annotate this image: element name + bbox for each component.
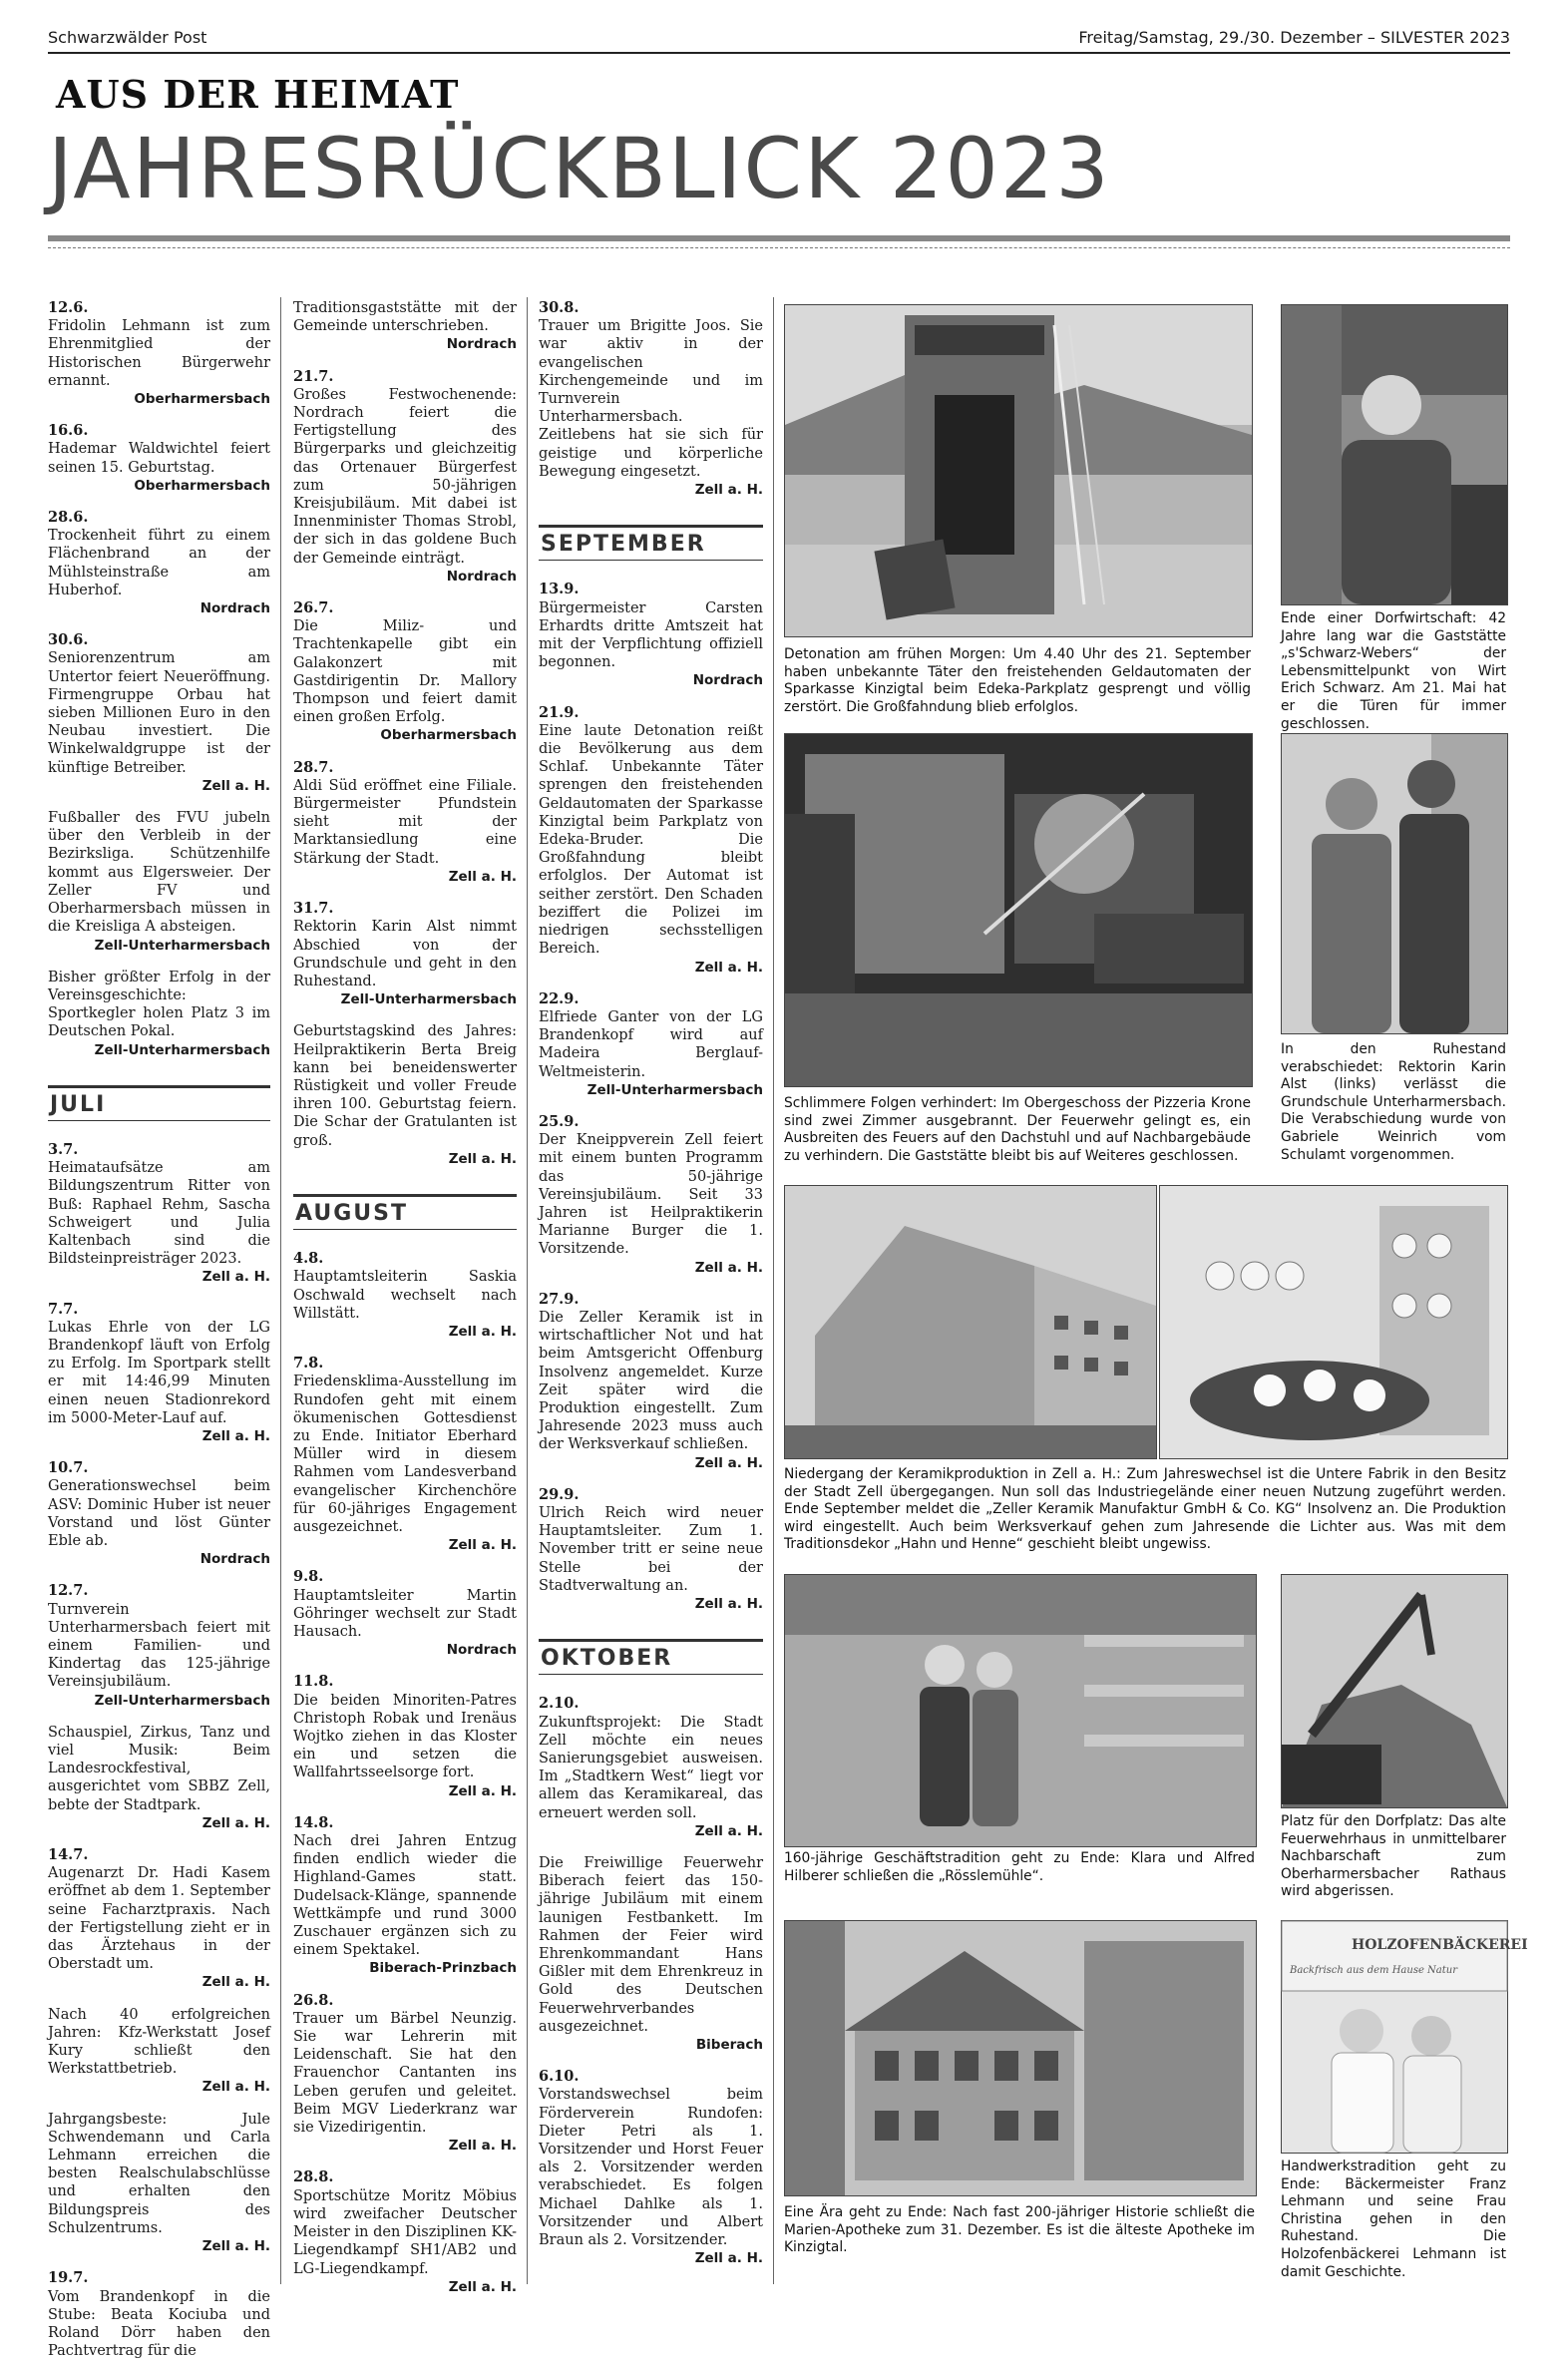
news-entry <box>539 704 763 977</box>
entry-text: Traditionsgaststätte mit der Gemeinde unterschrieben. <box>293 300 517 335</box>
news-entry <box>539 299 763 499</box>
news-entry <box>48 509 270 617</box>
entry-text: Bürgermeister Carsten Erhardts dritte Amtszeit hat mit der Verpflichtung offiziell begonnen. <box>539 599 763 671</box>
entry-location: Zell a. H. <box>694 1822 763 1839</box>
entry-date: 7.8. <box>293 1355 324 1373</box>
news-entry <box>539 581 763 689</box>
month-heading-july: JULI <box>48 1085 270 1121</box>
news-entry <box>48 1141 270 1287</box>
news-entry <box>293 1992 517 2156</box>
entry-date: 26.8. <box>293 1991 334 2009</box>
entry-date: 28.6. <box>48 509 89 527</box>
issue-date: Freitag/Samstag, 29./30. Dezember – SILVESTER 2023 <box>1078 28 1510 47</box>
title-rule-dashed <box>48 247 1510 248</box>
bakery-sign-text: HOLZOFENBÄCKEREI <box>1352 1937 1528 1953</box>
entry-location: Zell a. H. <box>201 2238 270 2255</box>
entry-text: Hauptamtsleiter Martin Göhringer wechselt zur Stadt Hausach. <box>293 1587 517 1640</box>
photo-roesslemuehle <box>784 1574 1257 1847</box>
entry-text: Augenarzt Dr. Hadi Kasem eröffnet ab dem 1. September seine Facharztpraxis. Nach der Fertigstellung zieht er in das Ärztehaus in der Oberstadt um. <box>48 1865 270 1973</box>
entry-text: Zukunftsprojekt: Die Stadt Zell möchte ein neues Sanierungsgebiet ausweisen. Im „Stadtkern West“ liegt vor allem das Keramikareal, das erneuert werden soll. <box>539 1714 763 1821</box>
entry-location: Zell-Unterharmersbach <box>340 991 517 1008</box>
entry-text: Der Kneippverein Zell feiert mit einem bunten Programm das 50-jährige Vereinsjubiläum. Seit 33 Jahren ist Heilpraktikerin Marianne Burger die 1. Vorsitzende. <box>539 1132 763 1258</box>
entry-text: Geburtstagskind des Jahres: Heilpraktikerin Berta Breig kann bei beneidenswerter Rüstigkeit und voller Freude ihren 100. Geburtstag feiern. Die Schar der Gratulanten ist groß. <box>293 1023 517 1149</box>
entry-date: 16.6. <box>48 422 89 440</box>
entry-date: 26.7. <box>293 599 334 617</box>
news-entry <box>539 1291 763 1472</box>
text-column-1 <box>48 299 270 2360</box>
news-entry <box>293 900 517 1008</box>
entries-august-cont <box>539 299 763 499</box>
entry-location: Zell-Unterharmersbach <box>94 1041 270 1058</box>
entry-location: Zell-Unterharmersbach <box>94 937 270 954</box>
news-entry <box>48 422 270 495</box>
entry-location: Zell a. H. <box>694 2250 763 2267</box>
month-heading-august: AUGUST <box>293 1194 517 1230</box>
photo-caption: Handwerkstradition geht zu Ende: Bäckermeister Franz Lehmann und seine Frau Christina gehen in den Ruhestand. Die Holzofenbäckerei Lehmann ist damit Geschichte. <box>1281 2159 1506 2280</box>
entry-date: 3.7. <box>48 1140 79 1158</box>
news-entry <box>293 1250 517 1341</box>
entry-date: 30.6. <box>48 631 89 649</box>
entry-location: Oberharmersbach <box>134 391 270 408</box>
news-entry <box>293 2168 517 2295</box>
news-entry <box>293 1022 517 1168</box>
news-entry <box>539 1113 763 1277</box>
photo-caption: Niedergang der Keramikproduktion in Zell a. H.: Zum Jahreswechsel ist die Untere Fabrik in den Besitz der Stadt Zell übergegangen. Nun soll das Industriegelände einer neuen Nutzung zugeführt werden. Ende September meldet die „Zeller Keramik Manufaktur GmbH & Co. KG“ Insolvenz an. Die Produktion wird eingestellt. Auch beim Werksverkauf gehen zum Jahresende die Lichter aus. Was mit dem Traditionsdekor „Hahn und Henne“ geschieht bleibt ungewiss. <box>784 1466 1506 1553</box>
entry-date: 21.7. <box>293 367 334 385</box>
entry-location: Zell a. H. <box>448 868 517 885</box>
column-divider <box>280 297 281 2284</box>
news-entry <box>293 599 517 745</box>
entry-date: 28.7. <box>293 758 334 776</box>
news-entry <box>48 809 270 955</box>
text-column-3 <box>539 299 763 2284</box>
entry-location: Zell a. H. <box>448 2278 517 2295</box>
entry-location: Zell a. H. <box>201 1974 270 1991</box>
entry-text: Trauer um Brigitte Joos. Sie war aktiv in der evangelischen Kirchengemeinde und im Turnverein Unterharmersbach. Zeitlebens hat sie sich für geistige und körperliche Bewegung eingesetzt. <box>539 318 763 480</box>
photo-bakery <box>1281 1920 1528 2154</box>
entry-location: Oberharmersbach <box>380 727 517 744</box>
section-kicker: AUS DER HEIMAT <box>56 72 460 117</box>
entry-location: Biberach <box>695 2037 763 2054</box>
entry-location: Zell a. H. <box>694 959 763 976</box>
photo-pizzeria-fire <box>784 733 1253 1087</box>
masthead-bar <box>48 28 1510 54</box>
entry-location: Zell a. H. <box>694 1259 763 1276</box>
entry-date: 22.9. <box>539 989 580 1007</box>
news-entry <box>293 1568 517 1659</box>
entry-text: Hademar Waldwichtel feiert seinen 15. Geburtstag. <box>48 441 270 476</box>
entry-date: 9.8. <box>293 1568 324 1586</box>
entry-location: Zell a. H. <box>448 1782 517 1799</box>
news-entry <box>48 969 270 1059</box>
column-divider <box>527 297 528 2284</box>
entry-text: Fußballer des FVU jubeln über den Verbleib in der Bezirksliga. Schützenhilfe kommt aus Elgersweier. Der Zeller FV und Oberharmersbach müssen in die Kreisliga A absteigen. <box>48 810 270 936</box>
entry-date: 11.8. <box>293 1673 334 1691</box>
entry-text: Generationswechsel beim ASV: Dominic Huber ist neuer Vorstand und löst Günter Eble ab. <box>48 1478 270 1549</box>
entry-date: 13.9. <box>539 581 580 598</box>
text-column-2 <box>293 299 517 2295</box>
news-entry <box>48 1846 270 1992</box>
entry-date: 21.9. <box>539 703 580 721</box>
entry-location: Zell a. H. <box>201 1269 270 1286</box>
photo-demolition <box>1281 1574 1508 1808</box>
entry-date: 6.10. <box>539 2068 580 2086</box>
entry-date: 30.8. <box>539 299 580 316</box>
entry-text: Trauer um Bärbel Neunzig. Sie war Lehrerin mit Leidenschaft. Sie hat den Frauenchor Cantanten ins Leben gerufen und geleitet. Beim MGV Liederkranz war sie Vizedirigentin. <box>293 2010 517 2137</box>
news-entry <box>48 2006 270 2097</box>
entry-text: Die Zeller Keramik ist in wirtschaftlicher Not und hat beim Amtsgericht Offenburg Insolvenz angemeldet. Kurze Zeit später wird die Produktion eingestellt. Zum Jahresende 2023 muss auch der Werksverkauf schließen. <box>539 1309 763 1453</box>
entry-date: 14.7. <box>48 1846 89 1864</box>
entry-location: Nordrach <box>199 1551 270 1568</box>
news-entry <box>539 1695 763 1840</box>
entry-date: 2.10. <box>539 1695 580 1713</box>
entry-location: Zell a. H. <box>448 2138 517 2155</box>
entries-october <box>539 1695 763 2267</box>
entry-location: Zell a. H. <box>201 1427 270 1444</box>
bakery-sign-subtext: Backfrisch aus dem Hause Natur <box>1290 1965 1457 1976</box>
entries-july-cont <box>293 299 517 1168</box>
entry-text: Eine laute Detonation reißt die Bevölkerung aus dem Schlaf. Unbekannte Täter sprengen den freistehenden Geldautomaten der Sparkasse Kinzigtal beim Parkplatz von Edeka-Bruder. Die Großfahndung bleibt erfolglos. Der Automat ist seither zerstört. Den Schaden beziffert die Polizei im niedrigen sechsstelligen Bereich. <box>539 722 763 958</box>
entry-text: Die beiden Minoriten-Patres Christoph Robak und Irenäus Wojtko ziehen in das Kloster ein und setzen die Wallfahrtsseelsorge fort. <box>293 1692 517 1781</box>
entry-text: Die Freiwillige Feuerwehr Biberach feiert das 150-jährige Jubiläum mit einem launigen Festbankett. Im Rahmen der Feier wird Ehrenkommandant Hans Gißler mit dem Ehrenkreuz in Gold des Deutschen Feuerwehrverbandes ausgezeichnet. <box>539 1855 763 2035</box>
entry-date: 28.8. <box>293 2168 334 2186</box>
entry-location: Zell-Unterharmersbach <box>587 1081 763 1098</box>
entry-location: Zell a. H. <box>694 1454 763 1471</box>
entry-date: 19.7. <box>48 2269 89 2287</box>
entry-text: Aldi Süd eröffnet eine Filiale. Bürgermeister Pfundstein sieht mit der Marktansiedlung eine Stärkung der Stadt. <box>293 777 517 867</box>
news-entry <box>48 1459 270 1568</box>
entry-date: 14.8. <box>293 1813 334 1831</box>
entries-june <box>48 299 270 1059</box>
newspaper-name: Schwarzwälder Post <box>48 28 207 47</box>
news-entry <box>293 368 517 586</box>
news-entry <box>539 1486 763 1613</box>
entry-text: Großes Festwochenende: Nordrach feiert die Fertigstellung des Bürgerparks und gleichzeitig das Ortenauer Bürgerfest zum 50-jährigen Kreisjubiläum. Mit dabei ist Innenminister Thomas Strobl, der sich in das goldene Buch der Gemeinde einträgt. <box>293 386 517 567</box>
news-entry <box>539 990 763 1099</box>
news-entry <box>293 1673 517 1799</box>
entry-location: Zell a. H. <box>201 777 270 794</box>
photo-caption: Platz für den Dorfplatz: Das alte Feuerwehrhaus in unmittelbarer Nachbarschaft zum Oberharmersbacher Rathaus wird abgerissen. <box>1281 1813 1506 1900</box>
title-rule <box>48 235 1510 241</box>
entries-july <box>48 1141 270 2360</box>
entry-text: Elfriede Ganter von der LG Brandenkopf wird auf Madeira Berglauf-Weltmeisterin. <box>539 1008 763 1080</box>
entry-date: 7.7. <box>48 1300 79 1318</box>
entry-text: Vom Brandenkopf in die Stube: Beata Kociuba und Roland Dörr haben den Pachtvertrag für die <box>48 2288 270 2360</box>
entry-date: 29.9. <box>539 1485 580 1503</box>
entry-location: Biberach-Prinzbach <box>369 1960 517 1977</box>
news-entry <box>539 2068 763 2267</box>
photo-caption: Eine Ära geht zu Ende: Nach fast 200-jähriger Historie schließt die Marien-Apotheke zum 31. Dezember. Es ist die älteste Apotheke im Kinzigtal. <box>784 2204 1255 2256</box>
news-entry <box>48 631 270 795</box>
news-entry <box>48 1301 270 1446</box>
photo-ceramics-factory <box>784 1185 1157 1459</box>
entry-text: Fridolin Lehmann ist zum Ehrenmitglied der Historischen Bürgerwehr ernannt. <box>48 318 270 389</box>
entry-text: Lukas Ehrle von der LG Brandenkopf läuft von Erfolg zu Erfolg. Im Sportpark stellt er mit 14:46,99 Minuten einen neuen Stadionrekord im 5000-Meter-Lauf auf. <box>48 1319 270 1426</box>
photo-atm-explosion <box>784 304 1253 637</box>
entry-text: Heimataufsätze am Bildungszentrum Ritter von Buß: Raphael Rehm, Sascha Schweigert und Julia Kaltenbach sind die Bildsteinpreisträger 2023. <box>48 1160 270 1268</box>
page-title: JAHRESRÜCKBLICK 2023 <box>48 120 1111 217</box>
photo-caption: Schlimmere Folgen verhindert: Im Obergeschoss der Pizzeria Krone sind zwei Zimmer ausgebrannt. Der Feuerwehr gelingt es, ein Ausbreiten des Feuers auf den Dachstuhl und auf Nachbargebäude zu verhindern. Die Gaststätte bleibt bis auf Weiteres geschlossen. <box>784 1095 1251 1164</box>
entry-date: 10.7. <box>48 1459 89 1477</box>
entry-date: 12.7. <box>48 1582 89 1600</box>
entry-location: Zell a. H. <box>201 1814 270 1831</box>
month-heading-october: OKTOBER <box>539 1639 763 1675</box>
photo-innkeeper <box>1281 304 1508 605</box>
entry-text: Bisher größter Erfolg in der Vereinsgeschichte: Sportkegler holen Platz 3 im Deutschen Pokal. <box>48 969 270 1040</box>
news-entry <box>48 2269 270 2360</box>
entry-location: Nordrach <box>199 600 270 617</box>
news-entry <box>48 1582 270 1709</box>
photo-marien-apotheke <box>784 1920 1257 2196</box>
entry-text: Nach drei Jahren Entzug finden endlich wieder die Highland-Games statt. Dudelsack-Klänge, spannende Wettkämpfe und rund 3000 Zuschauer ergänzen sich zu einem Spektakel. <box>293 1833 517 1959</box>
entry-text: Turnverein Unterharmersbach feiert mit einem Familien- und Kindertag das 125-jährige Vereinsjubiläum. <box>48 1601 270 1691</box>
entry-text: Hauptamtsleiterin Saskia Oschwald wechselt nach Willstätt. <box>293 1269 517 1322</box>
entry-text: Friedensklima-Ausstellung im Rundofen geht mit einem ökumenischen Gottesdienst zu Ende. Initiator Eberhard Müller wird in diesem Rahmen vom Landesverband evangelischer Kirchenchöre für 60-jähriges Engagement ausgezeichnet. <box>293 1374 517 1535</box>
entry-location: Nordrach <box>446 568 517 585</box>
news-entry <box>293 1355 517 1554</box>
news-entry <box>48 2111 270 2256</box>
entry-location: Zell a. H. <box>448 1323 517 1340</box>
news-entry <box>293 1814 517 1978</box>
entry-text: Sportschütze Moritz Möbius wird zweifacher Deutscher Meister in den Disziplinen KK-Liegendkampf SH1/AB2 und LG-Liegendkampf. <box>293 2187 517 2277</box>
entry-date: 12.6. <box>48 299 89 316</box>
entry-text: Schauspiel, Zirkus, Tanz und viel Musik: Beim Landesrockfestival, ausgerichtet vom SBBZ Zell, bebte der Stadtpark. <box>48 1724 270 1813</box>
news-entry <box>293 759 517 886</box>
entry-date: 31.7. <box>293 900 334 918</box>
entry-location: Zell a. H. <box>448 1150 517 1167</box>
entry-text: Ulrich Reich wird neuer Hauptamtsleiter. Zum 1. November tritt er seine neue Stelle bei der Stadtverwaltung an. <box>539 1504 763 1594</box>
entry-date: 25.9. <box>539 1112 580 1130</box>
entry-text: Seniorenzentrum am Untertor feiert Neueröffnung. Firmengruppe Orbau hat sieben Millionen Euro in den Neubau investiert. Die Winkelwaldgruppe ist der künftige Betreiber. <box>48 650 270 776</box>
entries-august <box>293 1250 517 2296</box>
entry-date: 27.9. <box>539 1290 580 1308</box>
entry-location: Zell a. H. <box>448 1537 517 1554</box>
entry-date: 4.8. <box>293 1250 324 1268</box>
photo-retirement <box>1281 733 1508 1034</box>
photo-caption: Ende einer Dorfwirtschaft: 42 Jahre lang war die Gaststätte „s'Schwarz-Webers“ der Lebensmittelpunkt von Wirt Erich Schwarz. Am 21. Mai hat er die Türen für immer geschlossen. <box>1281 610 1506 732</box>
entry-location: Nordrach <box>446 1642 517 1659</box>
entry-location: Zell a. H. <box>694 482 763 499</box>
entry-text: Vorstandswechsel beim Förderverein Rundofen: Dieter Petri als 1. Vorsitzender und Horst Feuer als 2. Vorsitzender werden verabschiedet. Es folgen Michael Dahlke als 1. Vorsitzender und Albert Braun als 2. Vorsitzender. <box>539 2087 763 2249</box>
column-divider <box>773 297 774 2284</box>
photo-caption: In den Ruhestand verabschiedet: Rektorin Karin Alst (links) verlässt die Grundschule Unterharmersbach. Die Verabschiedung wurde von Gabriele Weinrich vom Schulamt vorgenommen. <box>1281 1041 1506 1163</box>
photo-ceramics-shop <box>1159 1185 1508 1459</box>
entry-text: Rektorin Karin Alst nimmt Abschied von der Grundschule und geht in den Ruhestand. <box>293 919 517 989</box>
entry-location: Zell-Unterharmersbach <box>94 1692 270 1709</box>
entries-september <box>539 581 763 1613</box>
entry-location: Nordrach <box>692 672 763 689</box>
news-entry <box>539 1854 763 2054</box>
photo-caption: 160-jährige Geschäftstradition geht zu Ende: Klara und Alfred Hilberer schließen die „Rösslemühle“. <box>784 1850 1255 1884</box>
entry-location: Zell a. H. <box>694 1596 763 1612</box>
entry-location: Zell a. H. <box>201 2079 270 2096</box>
photo-caption: Detonation am frühen Morgen: Um 4.40 Uhr des 21. September haben unbekannte Täter den freistehenden Geldautomaten der Sparkasse Kinzigtal beim Edeka-Parkplatz gesprengt und völlig zerstört. Die Großfahndung blieb erfolglos. <box>784 646 1251 715</box>
entry-text: Nach 40 erfolgreichen Jahren: Kfz-Werkstatt Josef Kury schließt den Werkstattbetrieb. <box>48 2006 270 2078</box>
month-heading-september: SEPTEMBER <box>539 525 763 561</box>
news-entry <box>48 299 270 408</box>
entry-text: Jahrgangsbeste: Jule Schwendemann und Carla Lehmann erreichen die besten Realschulabschlüsse und erhalten den Bildungspreis des Schulzentrums. <box>48 2111 270 2236</box>
entry-location: Nordrach <box>446 336 517 353</box>
entry-text: Die Miliz- und Trachtenkapelle gibt ein Galakonzert mit Gastdirigentin Dr. Mallory Thompson und feiert damit einen großen Erfolg. <box>293 618 517 726</box>
news-entry <box>293 299 517 354</box>
entry-location: Oberharmersbach <box>134 477 270 494</box>
news-entry <box>48 1724 270 1832</box>
entry-text: Trockenheit führt zu einem Flächenbrand an der Mühlsteinstraße am Huberhof. <box>48 528 270 598</box>
